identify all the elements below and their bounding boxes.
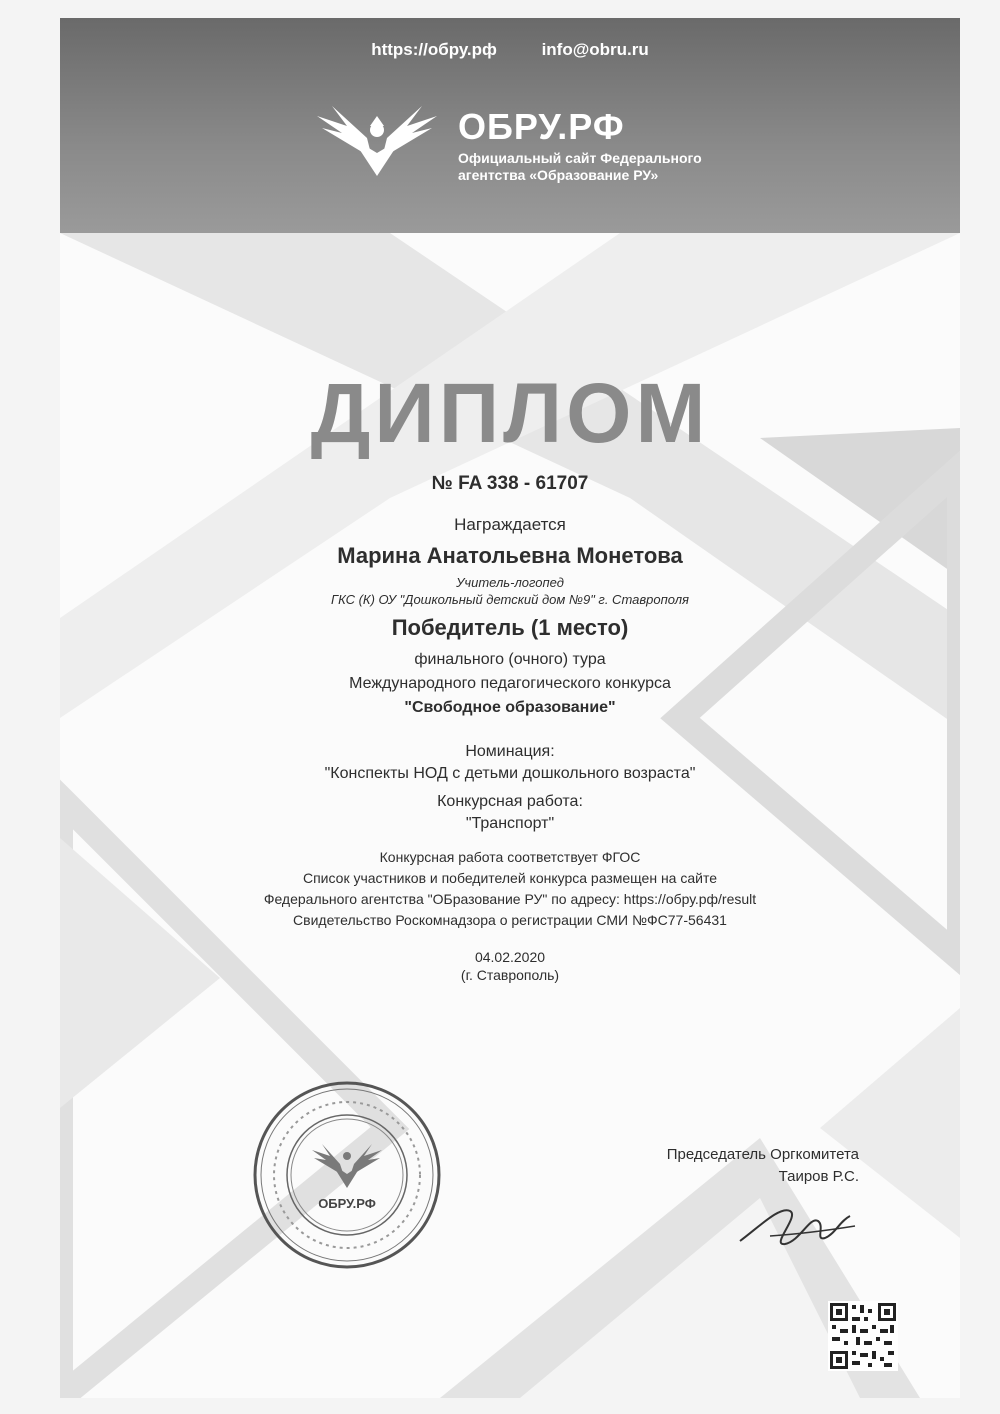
diploma-sheet xyxy=(60,18,960,1398)
contest-text: Международного педагогического конкурса xyxy=(349,675,671,692)
media-certificate: Свидетельство Роскомнадзора о регистрации СМИ №ФС77-56431 xyxy=(293,912,727,928)
brand-tagline xyxy=(458,150,798,184)
results-line-1: Список участников и победителей конкурса размещен на сайте xyxy=(302,870,717,886)
seal-brand: ОБРУ.РФ xyxy=(318,1196,376,1211)
contest-name: "Свободное образование" xyxy=(404,699,616,716)
qr-code-icon[interactable] xyxy=(828,1301,898,1371)
diploma-content xyxy=(60,366,960,986)
site-link[interactable]: https://обру.рф xyxy=(371,40,497,59)
issue-city: (г. Ставрополь) xyxy=(460,967,560,983)
recipient-organization: ГКС (К) ОУ "Дошкольный детский дом №9" г. Ставрополя xyxy=(331,592,689,607)
official-seal-icon xyxy=(252,1080,442,1270)
signatory-title: Председатель Оргкомитета xyxy=(666,1146,859,1163)
signatory-block xyxy=(615,1144,859,1188)
handwritten-signature xyxy=(730,1186,860,1256)
award-place: Победитель (1 место) xyxy=(391,615,629,640)
tagline-line-1: Официальный сайт Федерального xyxy=(458,150,702,166)
results-line-2: Федерального агентства "ОБразование РУ" по адресу: https://обру.рф/result xyxy=(263,891,757,907)
tagline-line-2: агентства «Образование РУ» xyxy=(458,167,659,183)
bird-logo-icon xyxy=(312,98,442,178)
nomination-label: Номинация: xyxy=(465,743,555,760)
email-link[interactable]: info@obru.ru xyxy=(541,40,649,59)
header-links xyxy=(60,40,960,60)
recipient-role: Учитель-логопед xyxy=(456,575,564,590)
work-label: Конкурсная работа: xyxy=(437,793,583,810)
recipient-name: Марина Анатольевна Монетова xyxy=(337,543,683,568)
tour-text: финального (очного) тура xyxy=(414,651,606,668)
work-value: "Транспорт" xyxy=(465,815,555,832)
brand-block xyxy=(458,106,798,184)
nomination-value: "Конспекты НОД с детьми дошкольного возраста" xyxy=(324,765,696,782)
diploma-title: ДИПЛОМ xyxy=(310,366,710,460)
diploma-number: № FA 338 - 61707 xyxy=(431,473,589,494)
signatory-name: Таиров Р.С. xyxy=(778,1168,859,1185)
header-band xyxy=(60,18,960,233)
issue-date: 04.02.2020 xyxy=(474,949,546,965)
brand-name: ОБРУ.РФ xyxy=(458,106,625,147)
fgos-compliance: Конкурсная работа соответствует ФГОС xyxy=(379,849,641,865)
awarded-label: Награждается xyxy=(454,515,566,534)
